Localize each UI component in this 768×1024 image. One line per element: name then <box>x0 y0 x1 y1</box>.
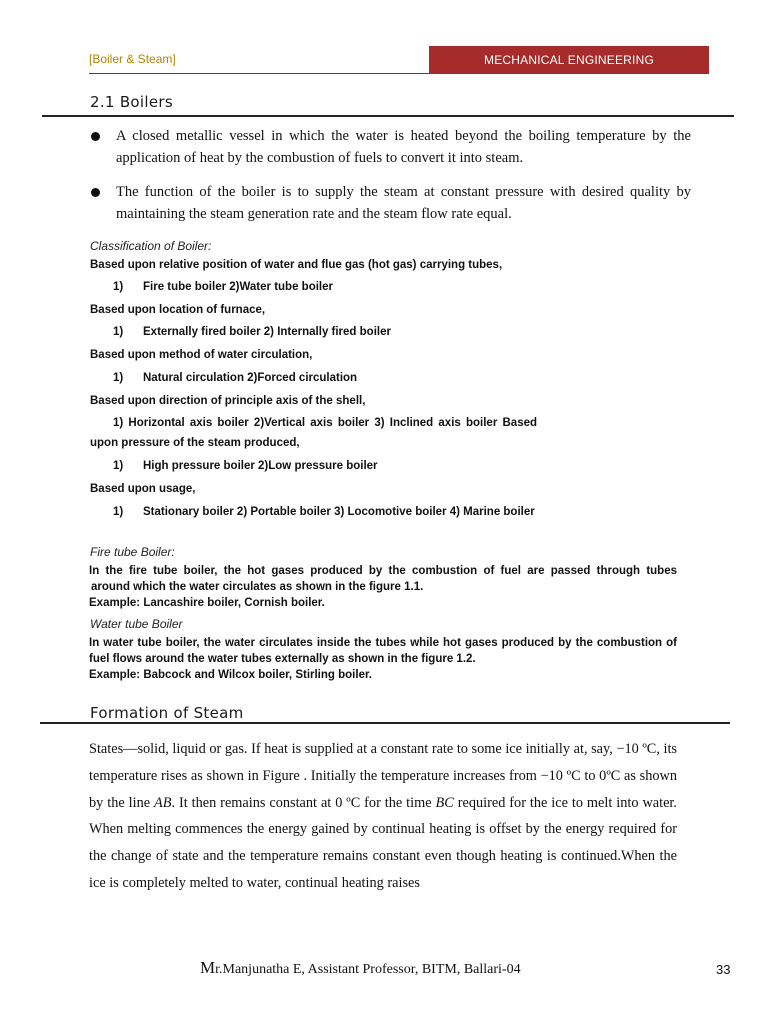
time-bc-label: BC <box>435 794 454 811</box>
classification-heading: Based upon relative position of water and flue gas (hot gas) carrying tubes, <box>90 259 503 271</box>
classification-item: 1) Externally fired boiler 2) Internally fired boiler <box>113 326 391 338</box>
footer-author: Mr.Manjunatha E, Assistant Professor, BITM, Ballari-04 <box>200 958 521 977</box>
classification-item: 1) Horizontal axis boiler 2)Vertical axis boiler 3) Inclined axis boiler Based <box>113 417 538 429</box>
fire-tube-description <box>89 563 677 611</box>
classification-heading: Based upon direction of principle axis of the shell, <box>90 395 366 407</box>
bullet-icon <box>91 188 100 197</box>
bullet-text: The function of the boiler is to supply the steam at constant pressure with desired quality by maintaining the steam generation rate and the steam flow rate equal. <box>116 184 691 222</box>
fire-tube-line: around which the water circulates as shown in the figure 1.1. <box>91 581 424 593</box>
fire-tube-line: In the fire tube boiler, the hot gases produced by the combustion of fuel are passed through tubes <box>89 565 677 577</box>
fire-tube-example: Example: Lancashire boiler, Cornish boiler. <box>89 597 325 609</box>
classification-item: 1) Stationary boiler 2) Portable boiler 3) Locomotive boiler 4) Marine boiler <box>113 506 535 518</box>
bullet-text: A closed metallic vessel in which the water is heated beyond the boiling temperature by the application of heat by the combustion of fuels to convert it into steam. <box>116 128 691 166</box>
water-tube-line: In water tube boiler, the water circulates inside the tubes while hot gases produced by the combustion of <box>89 637 677 649</box>
water-tube-example: Example: Babcock and Wilcox boiler, Stirling boiler. <box>89 669 372 681</box>
bullet-icon <box>91 132 100 141</box>
header-rule <box>89 73 429 74</box>
page-number: 33 <box>716 962 731 977</box>
water-tube-title: Water tube Boiler <box>90 617 183 631</box>
classification-item: 1) Fire tube boiler 2)Water tube boiler <box>113 281 333 293</box>
header-left-title: [Boiler & Steam] <box>89 52 176 66</box>
classification-item: 1) High pressure boiler 2)Low pressure boiler <box>113 460 378 472</box>
line-ab-label: AB <box>154 794 172 811</box>
section-rule <box>42 115 734 117</box>
section-rule <box>40 722 730 724</box>
section-title-formation-of-steam: Formation of Steam <box>90 704 244 722</box>
classification-heading: Based upon method of water circulation, <box>90 349 313 361</box>
classification-heading: upon pressure of the steam produced, <box>90 437 300 449</box>
section-title-boilers: 2.1 Boilers <box>90 93 173 111</box>
classification-item: 1) Natural circulation 2)Forced circulation <box>113 372 358 384</box>
classification-heading: Based upon location of furnace, <box>90 304 266 316</box>
water-tube-line: fuel flows around the water tubes externally as shown in the figure 1.2. <box>89 653 476 665</box>
classification-title: Classification of Boiler: <box>90 239 212 253</box>
header-right-banner: MECHANICAL ENGINEERING <box>429 46 709 74</box>
formation-of-steam-paragraph: States—solid, liquid or gas. If heat is supplied at a constant rate to some ice initially at, say, −10 ºC, its temperature rises as shown in Figure . Initially the temperature increases from −10 ºC to 0ºC as shown by the line AB. It then remains constant at 0 ºC for the time BC required for the ice to melt into water. When melting commences the energy gained by continual heating is offset by the energy required for the change of state and the temperature remains constant even though heating is continued.When the ice is completely melted to water, continual heating raises <box>89 741 677 891</box>
fire-tube-title: Fire tube Boiler: <box>90 545 175 559</box>
water-tube-description <box>89 635 677 683</box>
classification-heading: Based upon usage, <box>90 483 196 495</box>
bullet-item <box>91 181 691 225</box>
bullet-item <box>91 125 691 169</box>
